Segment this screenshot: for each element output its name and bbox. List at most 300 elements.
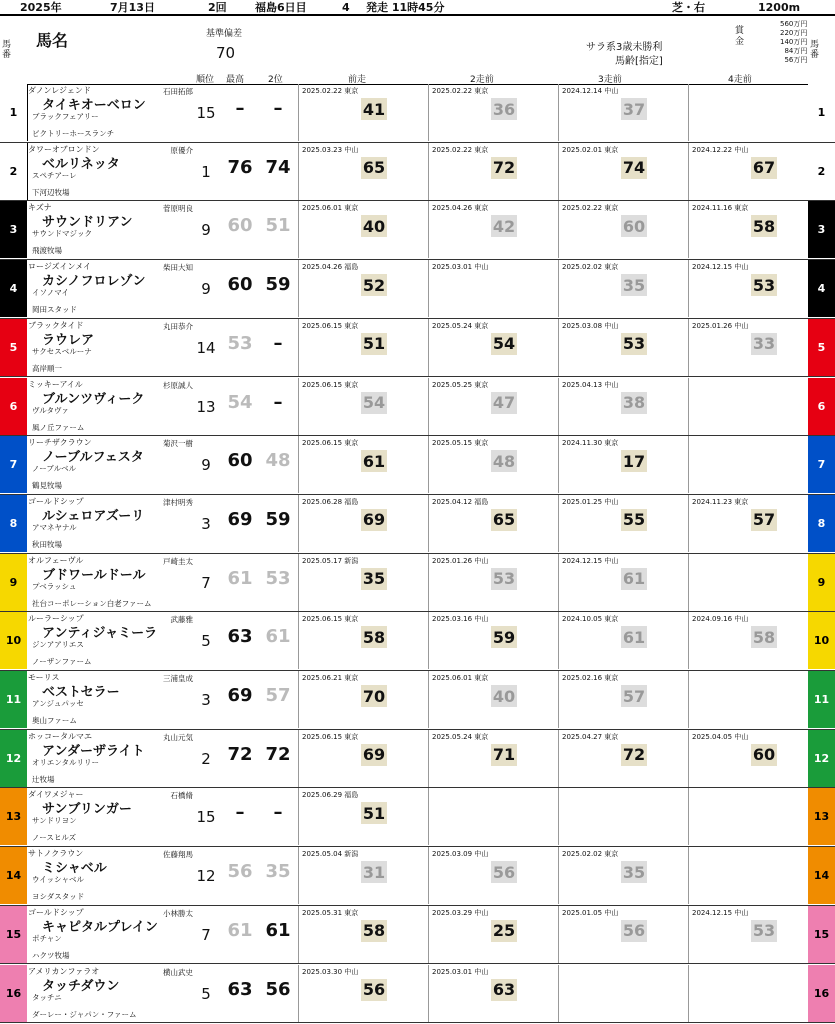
- past-race-date: 2025.03.23 中山: [302, 145, 359, 154]
- past-race-date: 2025.05.25 東京: [432, 380, 489, 389]
- past-race-date: 2025.02.22 東京: [562, 204, 619, 213]
- horse-name: アンダーザライト: [42, 743, 145, 759]
- sire-name: ダノンレジェンド: [28, 86, 91, 95]
- jockey-name: 横山武史: [163, 967, 193, 977]
- distance: 1200m: [758, 0, 801, 14]
- sire-name: タワーオブロンドン: [28, 144, 100, 154]
- past-race-date: 2025.02.22 東京: [302, 87, 359, 95]
- jockey-name: 丸田恭介: [163, 321, 193, 331]
- best-rating: 69: [227, 685, 253, 706]
- past-race-rating: 65: [492, 510, 516, 530]
- past-race-rating: 65: [362, 158, 386, 178]
- past-race-date: 2024.10.05 東京: [562, 615, 619, 624]
- dam-name: オリエンタルリリー: [32, 757, 100, 767]
- past-race-rating: 55: [622, 510, 646, 530]
- past-race-date: 2025.05.17 新潟: [302, 556, 359, 565]
- past-race-rating: 72: [622, 745, 646, 765]
- past-race-rating: 74: [622, 158, 646, 178]
- past-race-rating: 59: [492, 627, 516, 647]
- horse-row: [0, 143, 835, 202]
- past-race-rating: 51: [362, 803, 386, 823]
- past-race-date: 2025.06.01 東京: [302, 204, 359, 213]
- horse-number: 1: [0, 84, 28, 141]
- horse-number: 7: [0, 436, 27, 493]
- dam-name: ポチャン: [32, 933, 62, 943]
- rank-value: 13: [196, 397, 216, 416]
- past-race-rating: 57: [752, 510, 776, 530]
- jockey-name: 津村明秀: [163, 497, 193, 507]
- prize-5: 56万円: [784, 56, 808, 64]
- horse-number-right: 10: [808, 612, 835, 669]
- past-race-date: 2024.12.15 中山: [692, 263, 749, 272]
- base-value: 70: [216, 44, 236, 62]
- horse-number: 3: [0, 201, 27, 258]
- past-race-4: [688, 260, 819, 317]
- past-race-3: [558, 84, 689, 141]
- venue: 福島6日目: [255, 1, 307, 14]
- past-race-3: [558, 906, 689, 963]
- past-race-2: [428, 260, 559, 317]
- horse-name: タイキオーベロン: [42, 98, 146, 113]
- jockey-name: 石橋脩: [170, 791, 193, 801]
- breeder-name: ダーレー・ジャパン・ファーム: [32, 1009, 137, 1019]
- past-race-2: [428, 84, 559, 141]
- past-race-date: 2025.03.09 中山: [432, 850, 489, 859]
- horse-row: [0, 319, 835, 378]
- horse-number-right: 13: [808, 788, 835, 845]
- past-race-3: [558, 554, 689, 611]
- rank-value: 9: [201, 456, 211, 475]
- past-race-date: 2024.12.15 中山: [692, 908, 749, 917]
- past-race-date: 2025.04.05 中山: [692, 732, 749, 741]
- past-race-4: [688, 436, 819, 493]
- past-race-3: [558, 788, 689, 845]
- prize-2: 220万円: [780, 29, 808, 37]
- past-race-1: [298, 847, 429, 904]
- horse-row: [0, 965, 835, 1024]
- second-rating: 57: [265, 685, 291, 706]
- past-race-date: 2025.01.05 中山: [562, 908, 619, 917]
- past-race-date: 2025.03.08 中山: [562, 321, 619, 330]
- past-race-date: 2024.11.30 東京: [562, 439, 619, 448]
- horse-number: 15: [0, 906, 27, 963]
- sire-name: ゴールドシップ: [28, 496, 84, 506]
- second-rating: 72: [265, 743, 291, 765]
- breeder-name: ノーザンファーム: [32, 657, 92, 667]
- past-race-rating: 60: [622, 216, 646, 236]
- jockey-name: 佐藤翔馬: [163, 850, 193, 860]
- sire-name: ブラックタイド: [28, 320, 84, 330]
- past-race-rating: 71: [492, 745, 516, 765]
- past-race-date: 2025.01.26 中山: [432, 556, 489, 565]
- second-rating: 74: [265, 156, 291, 178]
- past-race-rating: 41: [362, 99, 386, 119]
- past-race-date: 2024.12.15 中山: [562, 556, 619, 565]
- rank-header: 順位: [196, 75, 215, 85]
- past-race-date: 2025.02.02 東京: [562, 850, 619, 859]
- past-race-2: [428, 788, 559, 845]
- past-race-2: [428, 847, 559, 904]
- past-race-4: [688, 84, 819, 141]
- prev4-header: 4走前: [728, 75, 752, 85]
- past-race-1: [298, 260, 429, 317]
- second-rating: 59: [265, 508, 291, 530]
- past-race-3: [558, 143, 689, 200]
- horse-row: [0, 788, 835, 847]
- past-race-rating: 58: [362, 921, 386, 941]
- sire-name: ロージズインメイ: [28, 262, 92, 272]
- jockey-name: 菅原明良: [163, 204, 193, 214]
- past-race-rating: 61: [622, 569, 646, 589]
- horse-number-right: 12: [808, 730, 835, 787]
- horse-name: ベストセラー: [42, 685, 120, 700]
- past-race-3: [558, 495, 689, 552]
- past-race-rating: 61: [362, 451, 386, 471]
- past-race-rating: 53: [492, 569, 516, 589]
- best-rating: 60: [227, 215, 253, 237]
- past-race-4: [688, 788, 819, 845]
- best-rating: 53: [227, 332, 253, 354]
- horse-number: 13: [0, 788, 27, 845]
- horse-row: [0, 671, 835, 730]
- past-race-4: [688, 671, 819, 728]
- horse-name: ノーブルフェスタ: [42, 450, 144, 466]
- horse-row: [0, 906, 835, 965]
- past-race-date: 2025.06.15 東京: [302, 615, 359, 624]
- start-time: 発走 11時45分: [366, 1, 445, 14]
- past-race-date: 2024.11.23 東京: [692, 497, 749, 506]
- past-race-date: 2025.04.26 東京: [432, 204, 489, 213]
- dam-name: プベラッシュ: [32, 581, 77, 591]
- horse-name: キャピタルプレイン: [42, 919, 158, 935]
- horse-number-right: 15: [808, 906, 835, 963]
- horse-number-right: 3: [808, 201, 835, 258]
- past-race-date: 2025.06.15 東京: [302, 439, 359, 448]
- jockey-name: 原優介: [170, 145, 193, 155]
- past-race-1: [298, 671, 429, 728]
- sire-name: ミッキーアイル: [28, 379, 83, 389]
- horse-number: 4: [0, 260, 27, 317]
- best-rating: 63: [227, 626, 253, 648]
- dam-name: タッチニ: [32, 992, 62, 1002]
- past-race-date: 2024.12.14 中山: [562, 87, 619, 95]
- past-race-rating: 40: [362, 216, 386, 236]
- prev1-header: 前走: [348, 75, 367, 85]
- past-race-2: [428, 143, 559, 200]
- past-race-2: [428, 730, 559, 787]
- second-rating: 59: [265, 274, 291, 296]
- past-race-rating: 36: [492, 99, 516, 119]
- past-race-date: 2025.03.01 中山: [432, 263, 489, 272]
- dam-name: サクセスベルーナ: [32, 346, 92, 356]
- past-race-rating: 35: [362, 569, 386, 589]
- horse-row: [0, 84, 835, 143]
- past-race-1: [298, 495, 429, 552]
- horse-name: カシノフロレゾン: [42, 274, 146, 290]
- past-race-rating: 17: [622, 451, 646, 471]
- past-race-rating: 56: [362, 980, 386, 999]
- race-class: サラ系3歳未勝利: [586, 42, 663, 53]
- past-race-rating: 51: [362, 334, 386, 354]
- past-race-4: [688, 906, 819, 963]
- past-race-rating: 25: [492, 921, 516, 941]
- rank-value: 5: [201, 632, 211, 651]
- breeder-name: ヨシダスタッド: [32, 892, 85, 902]
- past-race-date: 2025.02.16 東京: [562, 674, 619, 682]
- past-race-3: [558, 319, 689, 376]
- horse-row: [0, 260, 835, 319]
- horse-number: 2: [0, 143, 28, 200]
- column-header: [0, 16, 835, 85]
- past-race-4: [688, 554, 819, 611]
- breeder-name: 下河辺牧場: [32, 187, 70, 197]
- past-race-2: [428, 319, 559, 376]
- past-race-4: [688, 612, 819, 669]
- second-rating: –: [273, 391, 283, 413]
- past-race-1: [298, 319, 429, 376]
- date: 7月13日: [110, 1, 155, 14]
- dam-name: ノーブルベル: [32, 464, 77, 474]
- second-rating: 61: [265, 626, 291, 648]
- horse-row: [0, 730, 835, 789]
- second-rating: 56: [265, 978, 291, 1000]
- rank-value: 1: [201, 162, 211, 181]
- rank-value: 3: [201, 691, 211, 709]
- best-rating: 63: [227, 978, 253, 1000]
- past-race-rating: 35: [622, 275, 646, 295]
- past-race-4: [688, 847, 819, 904]
- breeder-name: ビクトリーホースランチ: [32, 129, 115, 138]
- past-race-3: [558, 260, 689, 317]
- horse-number-right: 16: [808, 965, 835, 1022]
- dam-name: アマネヤナル: [32, 522, 77, 532]
- past-race-3: [558, 730, 689, 787]
- prize-3: 140万円: [780, 38, 808, 46]
- past-race-date: 2025.01.26 中山: [692, 321, 749, 330]
- best-rating: 72: [227, 743, 253, 765]
- past-race-date: 2025.06.28 福島: [302, 497, 359, 506]
- past-race-rating: 60: [752, 745, 776, 765]
- past-race-1: [298, 554, 429, 611]
- best-rating: 54: [227, 391, 253, 413]
- past-race-4: [688, 495, 819, 552]
- horse-number-right: 5: [808, 319, 835, 376]
- horse-number-right: 14: [808, 847, 835, 904]
- past-race-rating: 58: [362, 627, 386, 647]
- horse-name: サンブリンガー: [42, 802, 132, 818]
- past-race-1: [298, 201, 429, 258]
- horse-number: 10: [0, 612, 27, 669]
- past-race-4: [688, 378, 819, 435]
- past-race-rating: 53: [622, 334, 646, 354]
- best-rating: –: [235, 802, 245, 824]
- past-race-date: 2025.03.30 中山: [302, 967, 359, 976]
- past-race-3: [558, 378, 689, 435]
- breeder-name: 風ノ丘ファーム: [32, 422, 85, 432]
- past-race-date: 2025.06.15 東京: [302, 321, 359, 330]
- past-race-date: 2025.05.24 東京: [432, 321, 489, 330]
- horse-row: [0, 495, 835, 554]
- past-race-date: 2025.05.04 新潟: [302, 850, 359, 859]
- past-race-1: [298, 436, 429, 493]
- past-race-2: [428, 378, 559, 435]
- past-race-rating: 56: [492, 862, 516, 882]
- horse-row: [0, 847, 835, 906]
- horse-number: 11: [0, 671, 27, 728]
- dam-name: ジンアアリエス: [32, 640, 84, 650]
- second-rating: 51: [265, 215, 291, 237]
- horse-name: ブルンツヴィーク: [42, 391, 145, 407]
- jockey-name: 三浦皇成: [163, 674, 193, 683]
- horse-row: [0, 612, 835, 671]
- surface: 芝・右: [672, 1, 705, 14]
- sire-name: リーチザクラウン: [28, 438, 92, 448]
- past-race-rating: 35: [622, 862, 646, 882]
- jockey-name: 菊沢一樹: [163, 439, 193, 449]
- past-race-rating: 70: [362, 686, 386, 706]
- past-race-date: 2025.05.24 東京: [432, 732, 489, 741]
- base-header: 基準偏差: [206, 29, 243, 39]
- breeder-name: 奥山ファーム: [32, 716, 77, 725]
- past-race-rating: 69: [362, 510, 386, 530]
- sire-name: キズナ: [28, 203, 52, 213]
- race-condition: 馬齢[指定]: [615, 56, 663, 67]
- past-race-rating: 72: [492, 158, 516, 178]
- rank-value: 14: [196, 338, 216, 357]
- dam-name: ブラックフェアリー: [32, 112, 99, 121]
- sire-name: ルーラーシップ: [28, 614, 84, 624]
- past-race-3: [558, 847, 689, 904]
- past-race-date: 2025.06.15 東京: [302, 380, 359, 389]
- dam-name: ヴルタヴァ: [32, 405, 69, 415]
- prev2-header: 2走前: [470, 75, 494, 85]
- sire-name: ダイワメジャー: [28, 790, 84, 800]
- past-race-1: [298, 906, 429, 963]
- horse-row: [0, 436, 835, 495]
- past-race-1: [298, 788, 429, 845]
- past-race-date: 2024.11.16 東京: [692, 204, 749, 213]
- past-race-rating: 42: [492, 216, 516, 236]
- horse-number-right: 4: [808, 260, 835, 317]
- past-race-2: [428, 906, 559, 963]
- dam-name: イソノマイ: [32, 288, 70, 298]
- horse-number-right: 11: [808, 671, 835, 728]
- horse-number: 9: [0, 554, 27, 611]
- past-race-date: 2025.06.21 東京: [302, 674, 359, 682]
- prize-4: 84万円: [784, 47, 808, 55]
- horse-number: 8: [0, 495, 27, 552]
- past-race-1: [298, 84, 429, 141]
- horse-name: サウンドリアン: [42, 215, 133, 231]
- name-header: 馬名: [36, 31, 69, 50]
- past-race-3: [558, 201, 689, 258]
- past-race-2: [428, 436, 559, 493]
- sire-name: アメリカンファラオ: [28, 966, 100, 976]
- past-race-4: [688, 319, 819, 376]
- past-race-1: [298, 965, 429, 1022]
- best-rating: 56: [227, 861, 253, 883]
- session: 2回: [208, 1, 227, 14]
- best-rating: 76: [227, 156, 253, 178]
- past-race-1: [298, 143, 429, 200]
- past-race-3: [558, 671, 689, 728]
- breeder-name: 秋田牧場: [32, 539, 62, 549]
- past-race-date: 2025.06.01 東京: [432, 674, 489, 682]
- horse-name: タッチダウン: [42, 978, 120, 994]
- past-race-date: 2025.04.26 福島: [302, 263, 359, 272]
- past-race-1: [298, 730, 429, 787]
- past-race-rating: 58: [752, 627, 776, 647]
- best-rating: –: [235, 98, 245, 119]
- rank-value: 15: [196, 808, 216, 827]
- past-race-rating: 69: [362, 745, 386, 765]
- past-race-date: 2025.03.16 中山: [432, 615, 489, 624]
- rank-value: 5: [201, 984, 211, 1003]
- past-race-rating: 33: [752, 334, 776, 354]
- jockey-name: 戸崎圭太: [163, 556, 193, 566]
- past-race-4: [688, 730, 819, 787]
- umaban-header: 馬番: [2, 40, 12, 60]
- past-race-3: [558, 965, 689, 1022]
- breeder-name: 社台コーポレーション白老ファーム: [32, 598, 152, 608]
- past-race-4: [688, 965, 819, 1022]
- prize-list: [780, 20, 807, 65]
- past-race-2: [428, 612, 559, 669]
- horse-number: 6: [0, 378, 27, 435]
- rank-value: 2: [201, 749, 211, 768]
- past-race-rating: 61: [622, 627, 646, 647]
- breeder-name: ハクツ牧場: [32, 950, 70, 960]
- past-race-2: [428, 554, 559, 611]
- past-race-2: [428, 965, 559, 1022]
- past-race-1: [298, 378, 429, 435]
- past-race-rating: 38: [622, 393, 646, 412]
- past-race-rating: 56: [622, 921, 646, 941]
- past-race-rating: 63: [492, 980, 516, 999]
- past-race-date: 2025.02.22 東京: [432, 87, 489, 95]
- sire-name: オルフェーヴル: [28, 555, 84, 565]
- umaban-header-right: 馬番: [810, 40, 820, 60]
- best-rating: 69: [227, 508, 253, 530]
- horse-number: 16: [0, 965, 27, 1022]
- dam-name: ウイッシャベル: [32, 875, 84, 885]
- past-race-date: 2025.04.13 中山: [562, 380, 619, 389]
- sire-name: モーリス: [28, 673, 60, 682]
- past-race-2: [428, 201, 559, 258]
- horse-number-right: 7: [808, 436, 835, 493]
- sire-name: ホッコータルマエ: [28, 731, 92, 741]
- past-race-rating: 48: [492, 451, 516, 471]
- past-race-date: 2025.06.15 東京: [302, 732, 359, 741]
- dam-name: アンジュパッセ: [32, 699, 84, 708]
- rank-value: 15: [196, 104, 216, 122]
- horse-row: [0, 201, 835, 260]
- past-race-date: 2025.02.22 東京: [432, 145, 489, 154]
- past-race-rating: 57: [622, 686, 646, 706]
- horse-number-right: 9: [808, 554, 835, 611]
- second-rating: –: [273, 98, 283, 119]
- horse-row: [0, 378, 835, 437]
- past-race-rating: 40: [492, 686, 516, 706]
- past-race-rating: 54: [362, 393, 386, 412]
- best-rating: 60: [227, 450, 253, 472]
- past-race-date: 2025.05.31 東京: [302, 908, 359, 917]
- best-rating: 60: [227, 274, 253, 296]
- jockey-name: 武藤雅: [170, 615, 193, 625]
- horse-name: アンティジャミーラ: [42, 626, 158, 642]
- second-rating: 35: [265, 861, 291, 883]
- past-race-date: 2025.03.29 中山: [432, 908, 489, 917]
